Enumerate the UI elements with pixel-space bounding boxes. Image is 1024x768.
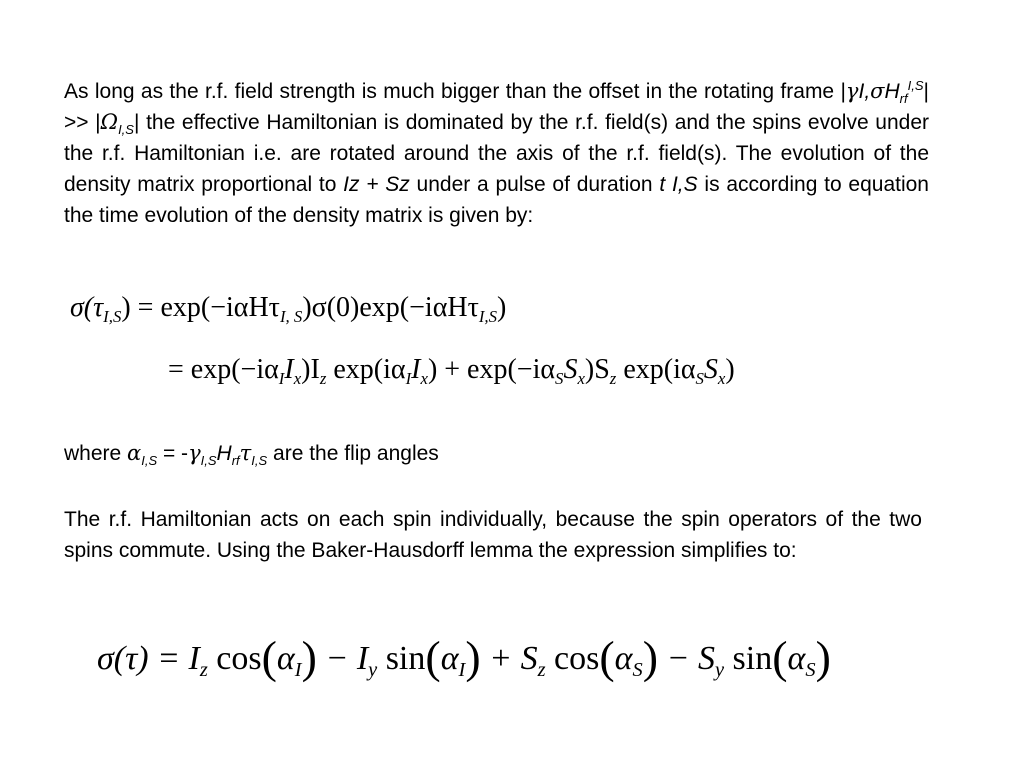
eq3-open-paren-1: ( <box>261 631 277 683</box>
eq3-open-paren-4: ( <box>772 631 788 683</box>
eq2-t6: ) + exp(−iα <box>427 354 556 385</box>
eq2-t2: I <box>284 354 294 385</box>
eq3-alpha1-sub: I <box>294 659 302 682</box>
eq3-minus-sy: − S <box>658 640 715 677</box>
eq3-s5: z <box>537 659 546 682</box>
eq3-alpha3-sub: S <box>632 659 643 682</box>
eq1-rhs-b: )σ(0)exp(−iαHτ <box>302 292 479 323</box>
eq2-s7: x <box>577 368 585 388</box>
eq3-alpha4: α <box>787 640 806 677</box>
alpha-symbol: α <box>127 441 142 465</box>
simplified-expression-equation <box>97 631 831 683</box>
i-label: I, <box>858 80 871 103</box>
eq3-alpha2: α <box>440 640 459 677</box>
eq2-s5: x <box>420 368 428 388</box>
h-symbol: H <box>216 442 232 465</box>
eq3-open-paren-2: ( <box>425 631 441 683</box>
eq3-alpha4-sub: S <box>805 659 816 682</box>
intro-text: As long as the r.f. field strength is much bigger than the offset in the rotating frame | <box>64 80 846 103</box>
eq2-t3: )I <box>301 354 320 385</box>
hamiltonian-paragraph: The r.f. Hamiltonian acts on each spin individually, because the spin operators of the two spins commute. Using the Baker-Hausdorff lemma the expression simplifies to: <box>64 508 922 562</box>
eq3-s3: y <box>368 659 378 682</box>
density-matrix-equation-line1 <box>70 292 506 324</box>
eq2-t11: ) <box>725 354 735 385</box>
intro-text-continued: | the effective Hamiltonian is dominated by the r.f. field(s) and the spins evolve under the r.f. Hamiltonian i.e. are rotated around the axis of the r.f. field(s). The evolution of the density matrix proportional to <box>64 111 929 196</box>
eq1-rhs-b-sub: I,S <box>478 306 498 326</box>
flip-angle-text: are the flip angles <box>267 442 439 465</box>
flip-angle-definition <box>64 438 929 469</box>
eq3-open-paren-3: ( <box>599 631 615 683</box>
intro-text-pulse: under a pulse of duration <box>409 173 660 196</box>
eq3-close-paren-4: ) <box>815 631 831 683</box>
eq3-s7: y <box>714 659 725 682</box>
eq3-s1: z <box>199 659 208 682</box>
eq2-s1: I <box>278 368 285 388</box>
omega-subscript: I,S <box>118 122 134 138</box>
eq2-s6: S <box>555 368 564 388</box>
alpha-subscript: I,S <box>141 453 158 469</box>
eq3-close-paren-3: ) <box>642 631 659 683</box>
eq3-close-paren-2: ) <box>465 631 481 683</box>
duration-term: t I,S <box>659 173 698 196</box>
eq3-lhs: σ(τ) = I <box>97 640 200 677</box>
eq1-lhs: σ(τ <box>70 292 104 323</box>
density-matrix-equation-line2 <box>168 354 735 386</box>
eq2-t10: S <box>703 354 718 385</box>
h-symbol: H <box>884 80 900 103</box>
equals-text: = - <box>157 442 189 465</box>
h-superscript: I,S <box>907 78 924 93</box>
eq1-lhs-sub: I,S <box>103 306 122 326</box>
eq3-alpha2-sub: I <box>458 659 466 682</box>
tau-subscript: I,S <box>251 453 268 469</box>
eq2-s4: I <box>405 368 412 388</box>
intro-text-end: is according to equation the time evolution of the density matrix is given by: <box>64 173 929 227</box>
eq3-sin1: sin <box>377 640 426 677</box>
eq2-t8: )S <box>584 354 610 385</box>
eq1-rhs-a: ) = exp(−iαHτ <box>121 292 280 323</box>
gamma-symbol: γ <box>188 441 201 465</box>
eq3-minus-iy: − I <box>316 640 369 677</box>
eq2-s3: z <box>319 368 327 388</box>
eq2-s10: x <box>717 368 726 388</box>
iz-sz-term: Iz + Sz <box>343 173 410 196</box>
eq2-t4: exp(iα <box>326 354 406 385</box>
eq1-rhs-a-sub: I, S <box>279 306 303 326</box>
gamma-subscript: I,S <box>200 453 217 469</box>
comparison-text: | >> | <box>64 80 929 134</box>
eq3-alpha3: α <box>614 640 633 677</box>
eq3-plus-sz: + S <box>480 640 538 677</box>
h-subscript: rf <box>899 91 908 107</box>
omega-symbol: Ω <box>100 110 119 134</box>
eq2-s9: S <box>695 368 704 388</box>
tau-symbol: τ <box>239 441 252 465</box>
eq3-cos1: cos <box>207 640 262 677</box>
eq2-s2: x <box>293 368 302 388</box>
eq3-close-paren-1: ) <box>301 631 317 683</box>
eq2-t9: exp(iα <box>616 354 696 385</box>
eq2-t5: I <box>411 354 421 385</box>
eq2-t7: S <box>563 354 578 385</box>
eq1-close: ) <box>497 292 507 323</box>
where-text: where <box>64 442 128 465</box>
sigma-symbol: σ <box>870 79 885 103</box>
eq2-t1: = exp(−iα <box>168 354 279 385</box>
intro-paragraph <box>64 76 929 231</box>
eq2-s8: z <box>609 368 617 388</box>
eq3-sin2: sin <box>724 640 773 677</box>
gamma-symbol: γ <box>845 79 859 103</box>
eq3-cos2: cos <box>545 640 600 677</box>
eq3-alpha1: α <box>276 640 295 677</box>
h-subscript: rf <box>231 453 240 469</box>
